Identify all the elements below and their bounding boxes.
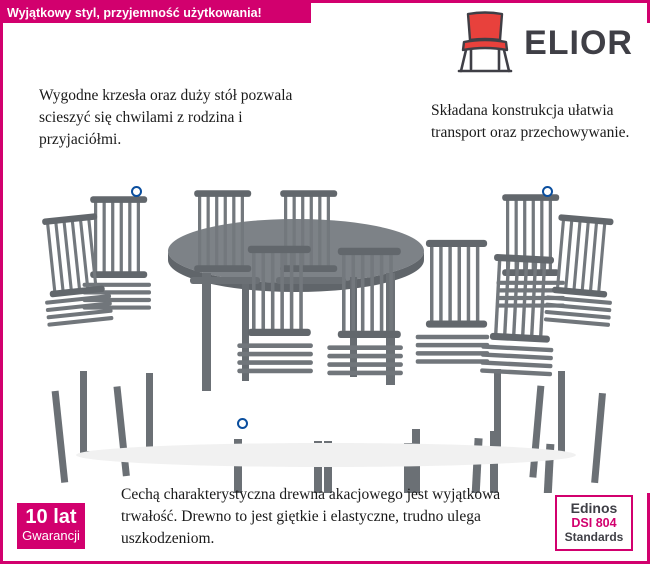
warranty-badge [17, 503, 85, 549]
callout-folding: Składana konstrukcja ułatwia transport oraz przechowywanie. [431, 102, 630, 141]
promo-banner: Wyjątkowy styl, przyjemność użytkowania! [3, 3, 311, 23]
marker-dot-3 [237, 418, 248, 429]
brand-name: ELIOR [524, 24, 633, 62]
callout-acacia: Cechą charakterystyczna drewna akacjowego jest wyjątkowa trwałość. Drewno to jest giętkie i elastyczne, trudno ulega uszkodzeniom. [121, 486, 501, 547]
chair-icon [454, 11, 516, 75]
warranty-years: 10 lat [25, 506, 77, 528]
edinos-name: Edinos [570, 500, 618, 516]
callout-comfort: Wygodne krzesła oraz duży stół pozwala scieszyć się chwilami z rodzina i przyjaciółmi. [39, 87, 293, 148]
edinos-code: DSI 804 [571, 516, 617, 530]
edinos-standards: Standards [564, 530, 624, 544]
marker-dot-2 [542, 186, 553, 197]
brand-logo [454, 11, 633, 75]
edinos-badge [555, 495, 633, 551]
warranty-word: Gwarancji [22, 528, 80, 543]
marker-dot-1 [131, 186, 142, 197]
